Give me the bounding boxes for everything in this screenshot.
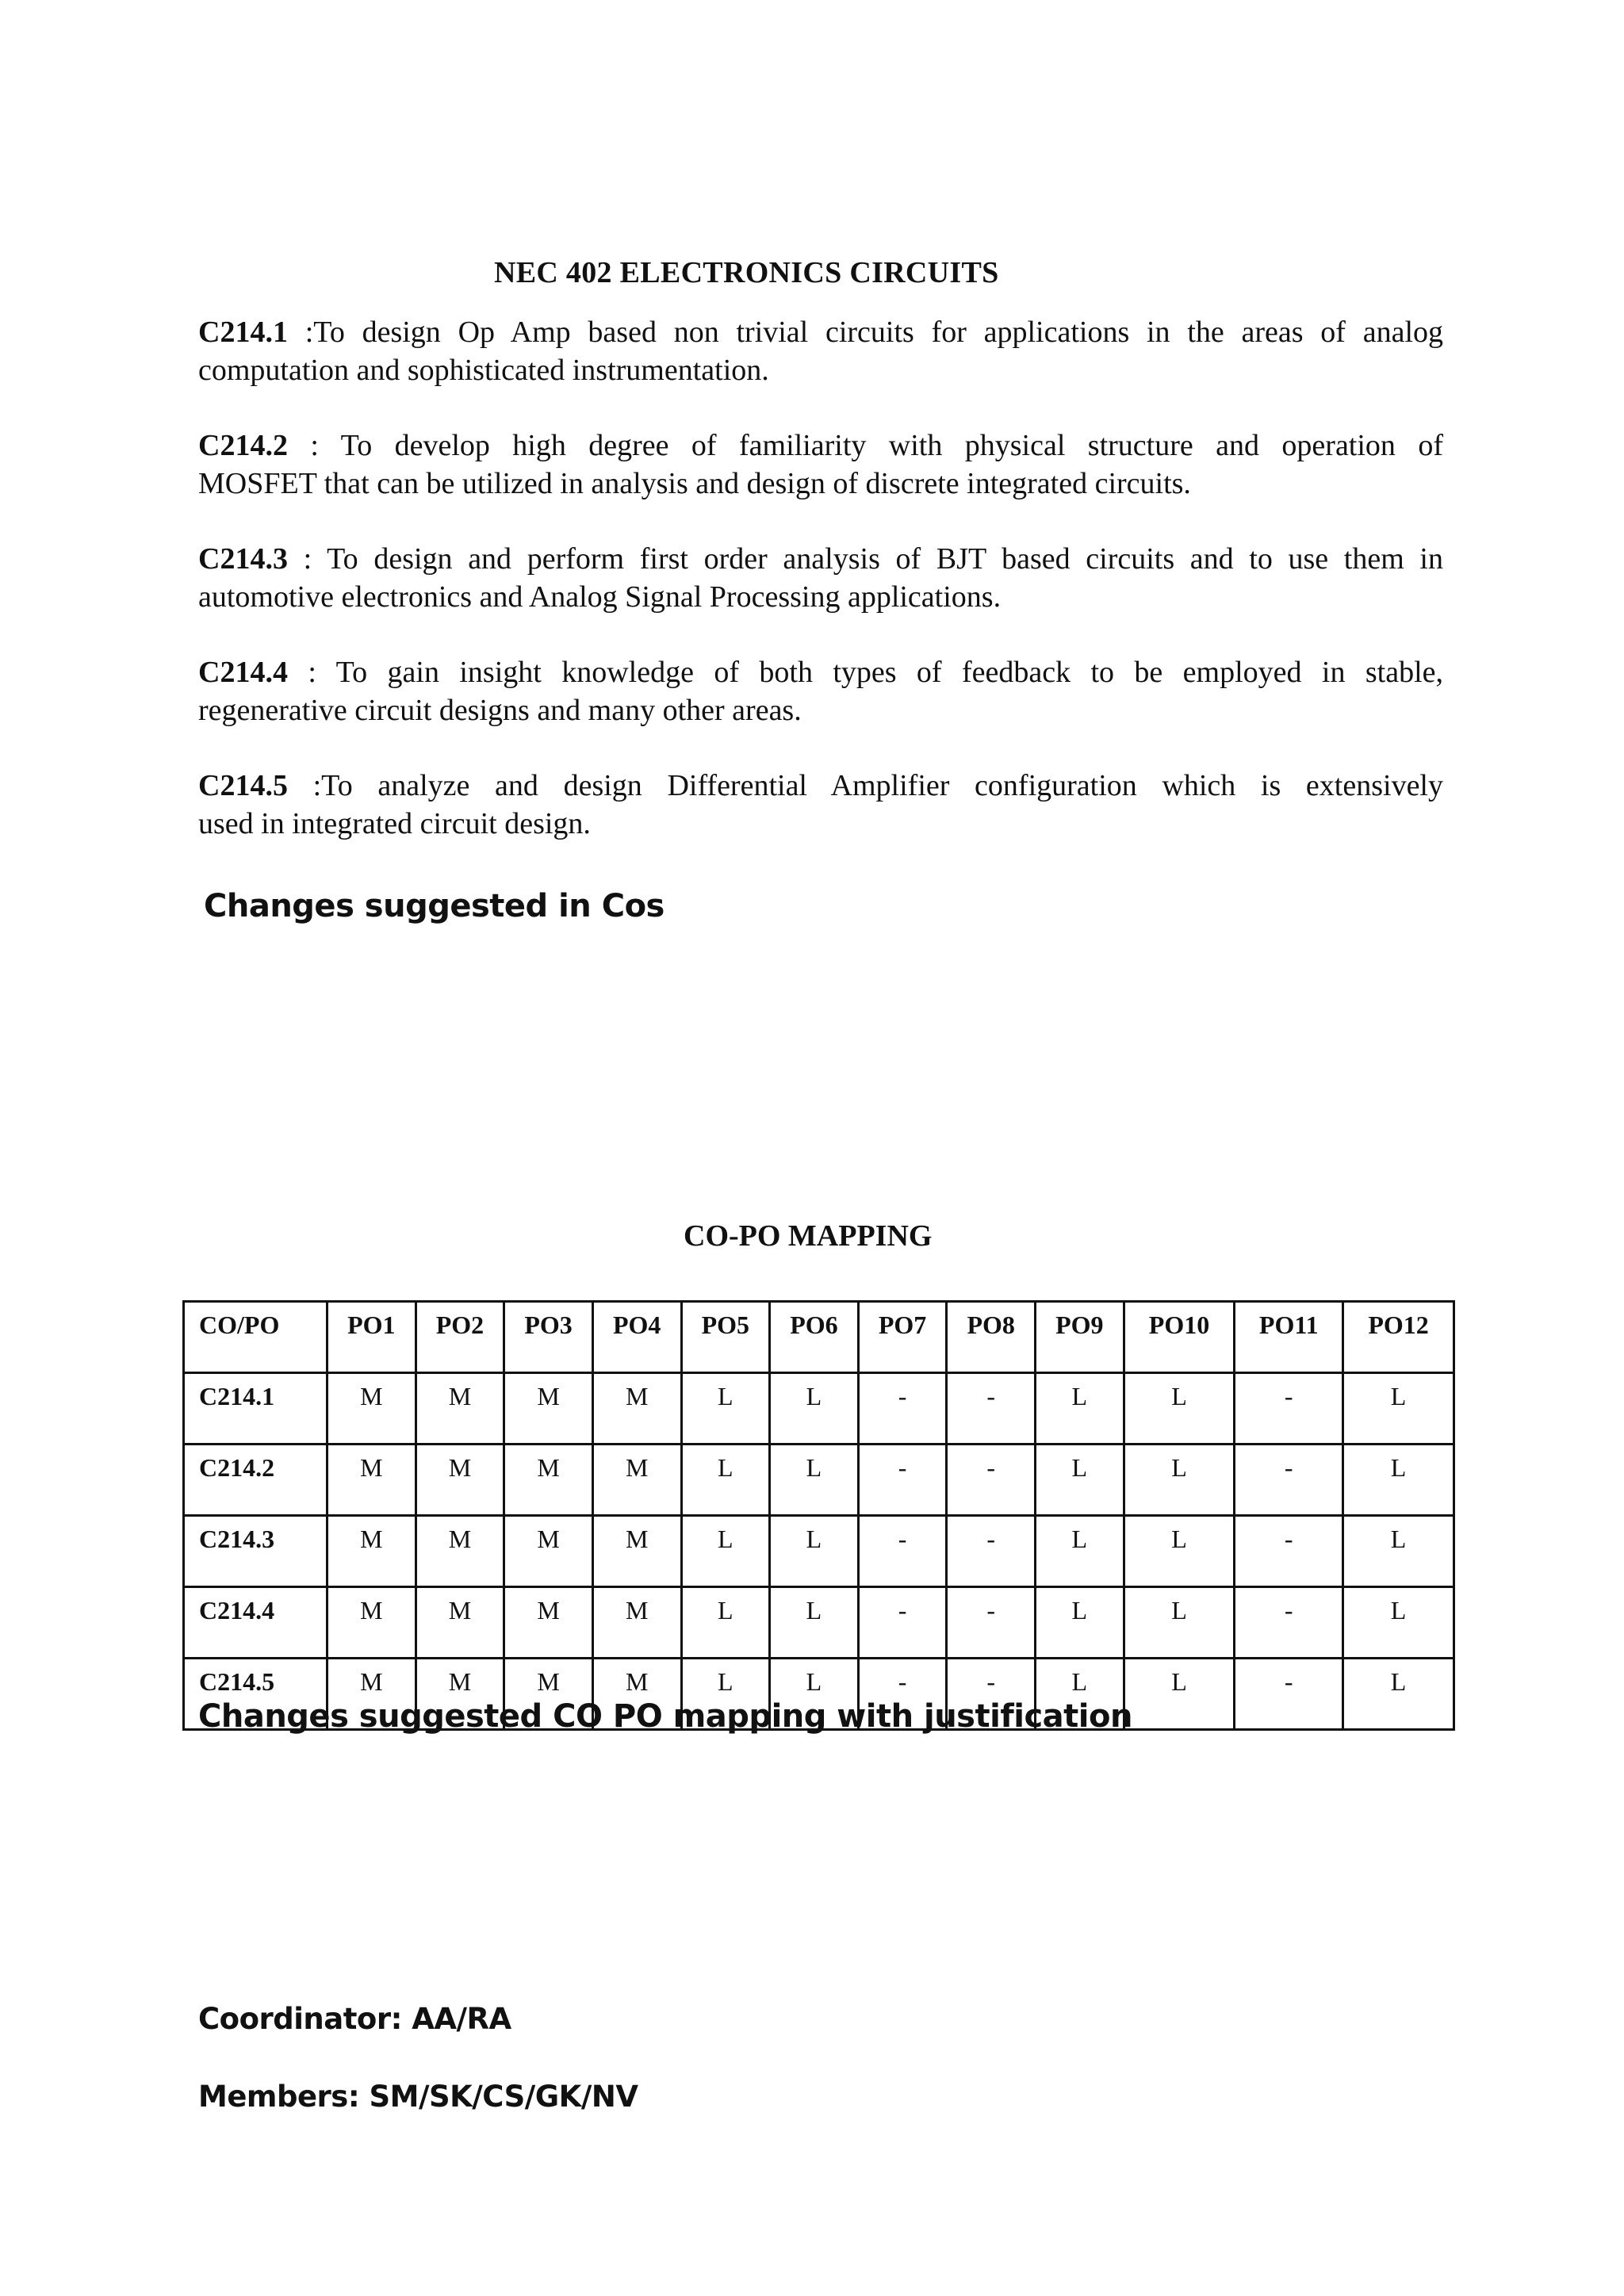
table-cell: - [1235,1445,1343,1516]
page-title: NEC 402 ELECTRONICS CIRCUITS [494,256,999,289]
co-code: C214.1 [198,316,288,349]
course-outcome-5 [198,767,1443,843]
table-cell: - [947,1659,1036,1730]
table-cell: M [416,1516,504,1587]
table-header-cell: PO2 [416,1302,504,1373]
table-cell: - [947,1373,1036,1445]
table-cell: - [858,1373,947,1445]
table-cell: L [1343,1659,1454,1730]
table-cell: M [416,1373,504,1445]
course-outcome-3 [198,540,1443,616]
table-cell: M [504,1659,593,1730]
table-cell: L [1343,1373,1454,1445]
table-cell: L [1124,1659,1235,1730]
table-cell: - [858,1516,947,1587]
table-cell: L [1036,1373,1124,1445]
course-outcome-1 [198,313,1443,389]
table-cell: L [1036,1516,1124,1587]
co-text-line2: MOSFET that can be utilized in analysis and design of discrete integrated circuits. [198,467,1191,500]
table-cell: L [770,1445,859,1516]
mapping-title: CO-PO MAPPING [684,1219,933,1253]
co-separator: : [287,656,336,689]
table-cell: M [327,1587,416,1659]
table-cell: M [592,1373,681,1445]
table-header-cell: PO9 [1036,1302,1124,1373]
table-cell: L [1343,1587,1454,1659]
table-cell: M [504,1373,593,1445]
co-text-line1: To gain insight knowledge of both types of feedback to be employed in stable, [335,656,1443,689]
course-outcome-4 [198,653,1443,729]
table-cell: L [770,1516,859,1587]
co-separator: : [287,542,327,576]
table-header-cell: PO3 [504,1302,593,1373]
table-cell: L [1124,1373,1235,1445]
table-row [184,1516,1454,1587]
co-text-line2: computation and sophisticated instrumentation. [198,354,769,387]
changes-cos-heading: Changes suggested in Cos [204,888,665,924]
table-cell: - [1235,1659,1343,1730]
table-cell: L [681,1587,770,1659]
table-cell: - [858,1445,947,1516]
table-cell: M [327,1373,416,1445]
table-cell: L [681,1516,770,1587]
table-row [184,1587,1454,1659]
table-cell: L [1124,1516,1235,1587]
table-cell: M [504,1516,593,1587]
row-label-cell: C214.4 [184,1587,327,1659]
co-separator: : [287,429,341,462]
course-outcome-2 [198,427,1443,503]
table-header-cell: PO5 [681,1302,770,1373]
co-separator: : [287,316,314,349]
table-cell: - [1235,1587,1343,1659]
table-cell: L [1343,1445,1454,1516]
table-cell: - [1235,1516,1343,1587]
table-cell: L [1124,1587,1235,1659]
table-cell: M [416,1587,504,1659]
row-label-cell: C214.5 [184,1659,327,1730]
co-text-line2: automotive electronics and Analog Signal Processing applications. [198,580,1002,614]
table-cell: L [1124,1445,1235,1516]
table-cell: L [681,1659,770,1730]
co-separator: : [287,769,322,802]
co-text-line2: regenerative circuit designs and many other areas. [198,694,802,727]
co-code: C214.4 [198,656,288,689]
table-cell: M [416,1445,504,1516]
table-cell: M [327,1516,416,1587]
table-cell: M [592,1516,681,1587]
table-cell: L [1036,1659,1124,1730]
co-code: C214.2 [198,429,288,462]
co-text-line2: used in integrated circuit design. [198,807,591,840]
table-header-cell: PO8 [947,1302,1036,1373]
table-header-cell: PO1 [327,1302,416,1373]
table-header-cell: CO/PO [184,1302,327,1373]
co-text-line1: To analyze and design Differential Amplifier configuration which is extensively [321,769,1443,802]
row-label-cell: C214.1 [184,1373,327,1445]
table-cell: M [327,1659,416,1730]
table-cell: - [947,1445,1036,1516]
table-cell: M [504,1587,593,1659]
table-cell: L [1036,1445,1124,1516]
table-cell: L [1343,1516,1454,1587]
row-label-cell: C214.2 [184,1445,327,1516]
members-label: Members: SM/SK/CS/GK/NV [198,2080,638,2114]
table-cell: L [770,1659,859,1730]
table-cell: M [592,1445,681,1516]
co-text-line1: To develop high degree of familiarity with physical structure and operation of [340,429,1443,462]
table-cell: - [1235,1373,1343,1445]
table-cell: L [770,1373,859,1445]
table-header-cell: PO12 [1343,1302,1454,1373]
row-label-cell: C214.3 [184,1516,327,1587]
table-cell: - [858,1659,947,1730]
table-cell: L [681,1445,770,1516]
co-po-mapping-table [182,1300,1455,1731]
table-header-cell: PO4 [592,1302,681,1373]
co-code: C214.5 [198,769,288,802]
table-row [184,1445,1454,1516]
table-row [184,1373,1454,1445]
co-text-line1: To design and perform first order analysis of BJT based circuits and to use them in [327,542,1443,576]
table-cell: M [327,1445,416,1516]
table-cell: L [770,1587,859,1659]
table-header-cell: PO10 [1124,1302,1235,1373]
table-header-cell: PO7 [858,1302,947,1373]
table-header-cell: PO6 [770,1302,859,1373]
coordinator-label: Coordinator: AA/RA [198,2002,511,2036]
table-body [184,1373,1454,1730]
table-header-cell: PO11 [1235,1302,1343,1373]
table-cell: - [947,1587,1036,1659]
table-cell: M [592,1587,681,1659]
table-cell: - [947,1516,1036,1587]
co-code: C214.3 [198,542,288,576]
table-cell: L [1036,1587,1124,1659]
table-cell: M [416,1659,504,1730]
table-header-row [184,1302,1454,1373]
table-cell: M [504,1445,593,1516]
table-cell: M [592,1659,681,1730]
table-cell: - [858,1587,947,1659]
co-text-line1: To design Op Amp based non trivial circuits for applications in the areas of analog [313,316,1443,349]
changes-mapping-heading: Changes suggested CO PO mapping with justification [198,1698,1132,1735]
table-cell: L [681,1373,770,1445]
